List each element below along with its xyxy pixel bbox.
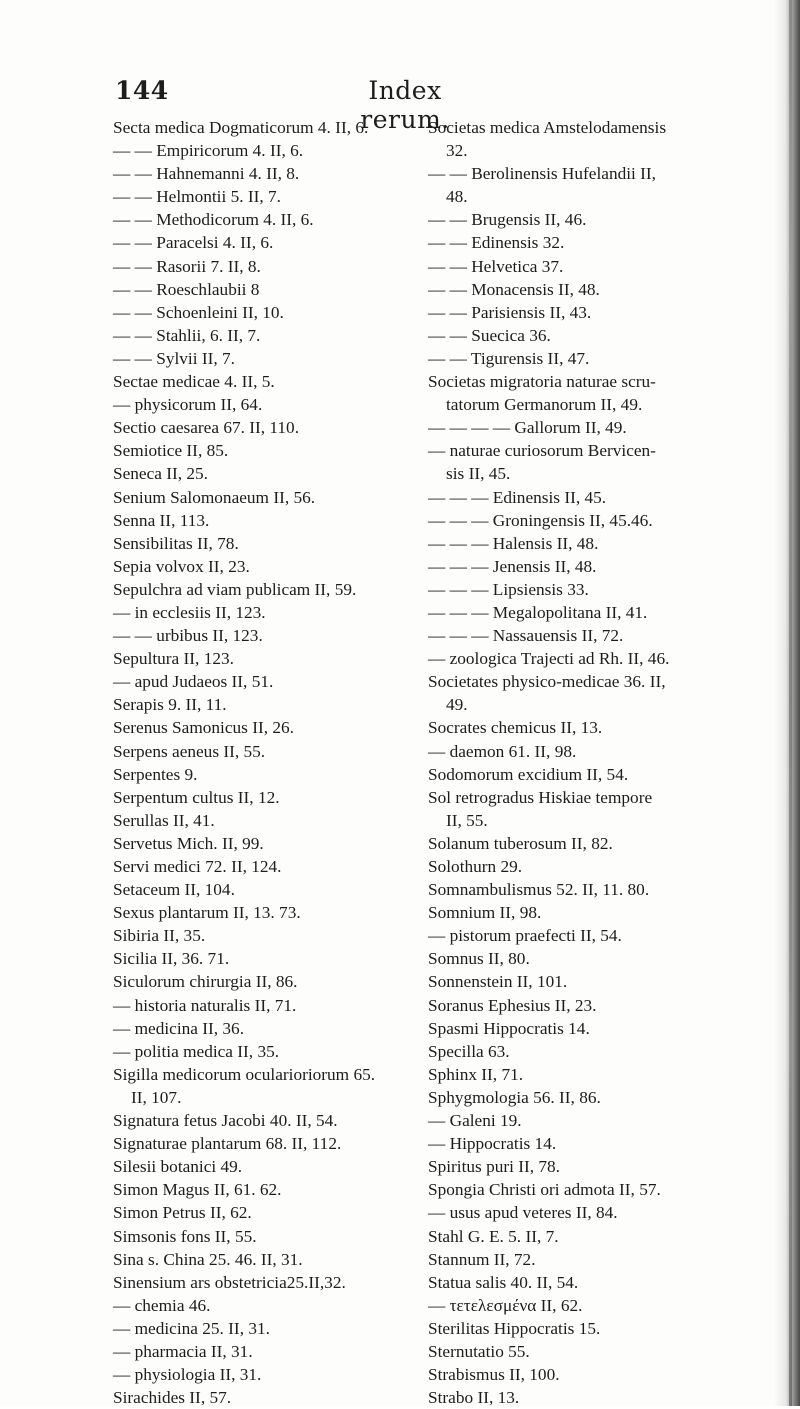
index-entry: — zoologica Trajecti ad Rh. II, 46.	[428, 649, 670, 669]
index-entry: — — Helvetica 37.	[428, 256, 564, 276]
index-entry: — τετελεσμένα II, 62.	[428, 1295, 583, 1315]
index-entry-continuation: II, 55.	[446, 810, 488, 830]
index-entry: — — Hahnemanni 4. II, 8.	[113, 164, 300, 184]
index-entry: — Hippocratis 14.	[428, 1134, 557, 1154]
index-entry: Sol retrogradus Hiskiae tempore	[428, 787, 653, 807]
index-entry: Sirachides II, 57.	[113, 1388, 232, 1408]
index-entry: — in ecclesiis II, 123.	[113, 602, 266, 622]
index-entry: — pistorum praefecti II, 54.	[428, 926, 622, 946]
index-entry: Societates physico-medicae 36. II,	[428, 672, 666, 692]
index-entry: Sepia volvox II, 23.	[113, 556, 250, 576]
page-edge-line	[789, 0, 792, 1406]
index-entry: Seneca II, 25.	[113, 464, 209, 484]
index-entry: — physiologia II, 31.	[113, 1365, 262, 1385]
index-entry: Secta medica Dogmaticorum 4. II, 6.	[113, 118, 369, 137]
index-entry: — — Helmontii 5. II, 7.	[113, 187, 281, 207]
index-entry: Senium Salomonaeum II, 56.	[113, 487, 316, 507]
index-entry: — — Stahlii, 6. II, 7.	[113, 325, 261, 345]
index-entry: Sectio caesarea 67. II, 110.	[113, 418, 300, 438]
index-entry-continuation: sis II, 45.	[446, 464, 511, 484]
index-entry: — apud Judaeos II, 51.	[113, 672, 274, 692]
index-entry: Strabismus II, 100.	[428, 1365, 560, 1385]
index-entry: — politia medica II, 35.	[113, 1041, 280, 1061]
running-title: Index rerum.	[360, 76, 450, 134]
index-entry: — — Monacensis II, 48.	[428, 279, 600, 299]
index-entry: Specilla 63.	[428, 1041, 510, 1061]
index-column-right	[428, 116, 758, 1409]
index-entry: Sina s. China 25. 46. II, 31.	[113, 1249, 303, 1269]
index-entry: — medicina 25. II, 31.	[113, 1318, 270, 1338]
index-entry: Strabo II, 13.	[428, 1388, 520, 1408]
index-entry-continuation: 48.	[446, 187, 468, 207]
index-entry: — — — Nassauensis II, 72.	[428, 626, 624, 646]
index-entry: — naturae curiosorum Bervicen-	[428, 441, 656, 461]
index-column-left	[113, 116, 413, 1409]
index-entry: Silesii botanici 49.	[113, 1157, 243, 1177]
index-entry: Serpens aeneus II, 55.	[113, 741, 266, 761]
index-entry: Sibiria II, 35.	[113, 926, 206, 946]
index-entry: — — Berolinensis Hufelandii II,	[428, 164, 656, 184]
index-entry: Sectae medicae 4. II, 5.	[113, 372, 275, 392]
index-entry: Sensibilitas II, 78.	[113, 533, 239, 553]
index-entry-continuation: II, 107.	[131, 1087, 182, 1107]
index-entry: — — Parisiensis II, 43.	[428, 302, 592, 322]
index-entry: Solanum tuberosum II, 82.	[428, 833, 613, 853]
index-entry-continuation: tatorum Germanorum II, 49.	[446, 395, 643, 415]
index-entry-continuation: 32.	[446, 141, 468, 161]
index-entry: Sicilia II, 36. 71.	[113, 949, 230, 969]
index-entry: Senna II, 113.	[113, 510, 210, 530]
index-entry: Soranus Ephesius II, 23.	[428, 995, 597, 1015]
index-entry: Somnambulismus 52. II, 11. 80.	[428, 880, 650, 900]
index-entry: Serpentes 9.	[113, 764, 198, 784]
index-entry: Semiotice II, 85.	[113, 441, 229, 461]
index-entry: Sinensium ars obstetricia25.II,32.	[113, 1272, 346, 1292]
index-entry: Somnium II, 98.	[428, 903, 542, 923]
index-entry: — — — Jenensis II, 48.	[428, 556, 597, 576]
index-entry: Spiritus puri II, 78.	[428, 1157, 561, 1177]
index-entry: Setaceum II, 104.	[113, 880, 235, 900]
index-entry: — — urbibus II, 123.	[113, 626, 263, 646]
index-entry: Statua salis 40. II, 54.	[428, 1272, 579, 1292]
index-entry: — — Tigurensis II, 47.	[428, 348, 590, 368]
index-entry: Servetus Mich. II, 99.	[113, 833, 264, 853]
index-entry: Serapis 9. II, 11.	[113, 695, 227, 715]
index-entry: Sphygmologia 56. II, 86.	[428, 1087, 601, 1107]
index-entry: — chemia 46.	[113, 1295, 211, 1315]
index-entry: — — Edinensis 32.	[428, 233, 565, 253]
index-entry: Simon Petrus II, 62.	[113, 1203, 252, 1223]
index-entry: Serullas II, 41.	[113, 810, 215, 830]
index-entry: — — — Edinensis II, 45.	[428, 487, 607, 507]
index-entry: Simsonis fons II, 55.	[113, 1226, 257, 1246]
index-entry: Sodomorum excidium II, 54.	[428, 764, 629, 784]
index-entry: — Galeni 19.	[428, 1111, 522, 1131]
index-entry: — — Roeschlaubii 8	[113, 279, 260, 299]
index-entry: — — — — Gallorum II, 49.	[428, 418, 627, 438]
index-entry: — daemon 61. II, 98.	[428, 741, 577, 761]
index-entry: — historia naturalis II, 71.	[113, 995, 297, 1015]
index-entry: Solothurn 29.	[428, 857, 523, 876]
index-entry: Serpentum cultus II, 12.	[113, 787, 280, 807]
index-entry: Signatura fetus Jacobi 40. II, 54.	[113, 1111, 338, 1131]
page-number: 144	[115, 76, 169, 105]
index-entry-continuation: 49.	[446, 695, 468, 715]
index-entry: Sonnenstein II, 101.	[428, 972, 568, 992]
index-entry: Sphinx II, 71.	[428, 1064, 524, 1084]
page-edge-shadow	[774, 0, 800, 1406]
index-entry: — — — Lipsiensis 33.	[428, 579, 589, 599]
index-entry: — — — Halensis II, 48.	[428, 533, 599, 553]
index-entry: — — Empiricorum 4. II, 6.	[113, 141, 304, 161]
index-entry: — — Sylvii II, 7.	[113, 348, 235, 368]
index-entry: — pharmacia II, 31.	[113, 1341, 253, 1361]
index-entry: Stannum II, 72.	[428, 1249, 536, 1269]
index-entry: — — — Megalopolitana II, 41.	[428, 602, 648, 622]
index-entry: — usus apud veteres II, 84.	[428, 1203, 618, 1223]
index-entry: — — Suecica 36.	[428, 325, 551, 345]
index-entry: — — Paracelsi 4. II, 6.	[113, 233, 274, 253]
index-entry: Sterilitas Hippocratis 15.	[428, 1318, 601, 1338]
index-entry: — — — Groningensis II, 45.46.	[428, 510, 653, 530]
index-entry: Somnus II, 80.	[428, 949, 530, 969]
index-entry: Signaturae plantarum 68. II, 112.	[113, 1134, 342, 1154]
index-entry: Socrates chemicus II, 13.	[428, 718, 603, 738]
index-entry: Societas medica Amstelodamensis	[428, 118, 667, 137]
index-entry: Societas migratoria naturae scru-	[428, 372, 656, 392]
index-entry: Spasmi Hippocratis 14.	[428, 1018, 590, 1038]
index-entry: — — Rasorii 7. II, 8.	[113, 256, 261, 276]
index-entry: Sternutatio 55.	[428, 1341, 530, 1361]
index-entry: Simon Magus II, 61. 62.	[113, 1180, 282, 1200]
index-entry: Sexus plantarum II, 13. 73.	[113, 903, 301, 923]
index-entry: Siculorum chirurgia II, 86.	[113, 972, 298, 992]
index-entry: Serenus Samonicus II, 26.	[113, 718, 294, 738]
index-entry: — medicina II, 36.	[113, 1018, 245, 1038]
index-entry: Servi medici 72. II, 124.	[113, 857, 282, 876]
index-entry: Sigilla medicorum ocularioriorum 65.	[113, 1064, 376, 1084]
index-entry: Sepulchra ad viam publicam II, 59.	[113, 579, 357, 599]
index-entry: Sepultura II, 123.	[113, 649, 234, 669]
index-entry: — — Brugensis II, 46.	[428, 210, 587, 230]
index-entry: — — Methodicorum 4. II, 6.	[113, 210, 314, 230]
index-entry: Spongia Christi ori admota II, 57.	[428, 1180, 661, 1200]
index-entry: Stahl G. E. 5. II, 7.	[428, 1226, 559, 1246]
index-entry: — physicorum II, 64.	[113, 395, 263, 415]
index-entry: — — Schoenleini II, 10.	[113, 302, 284, 322]
